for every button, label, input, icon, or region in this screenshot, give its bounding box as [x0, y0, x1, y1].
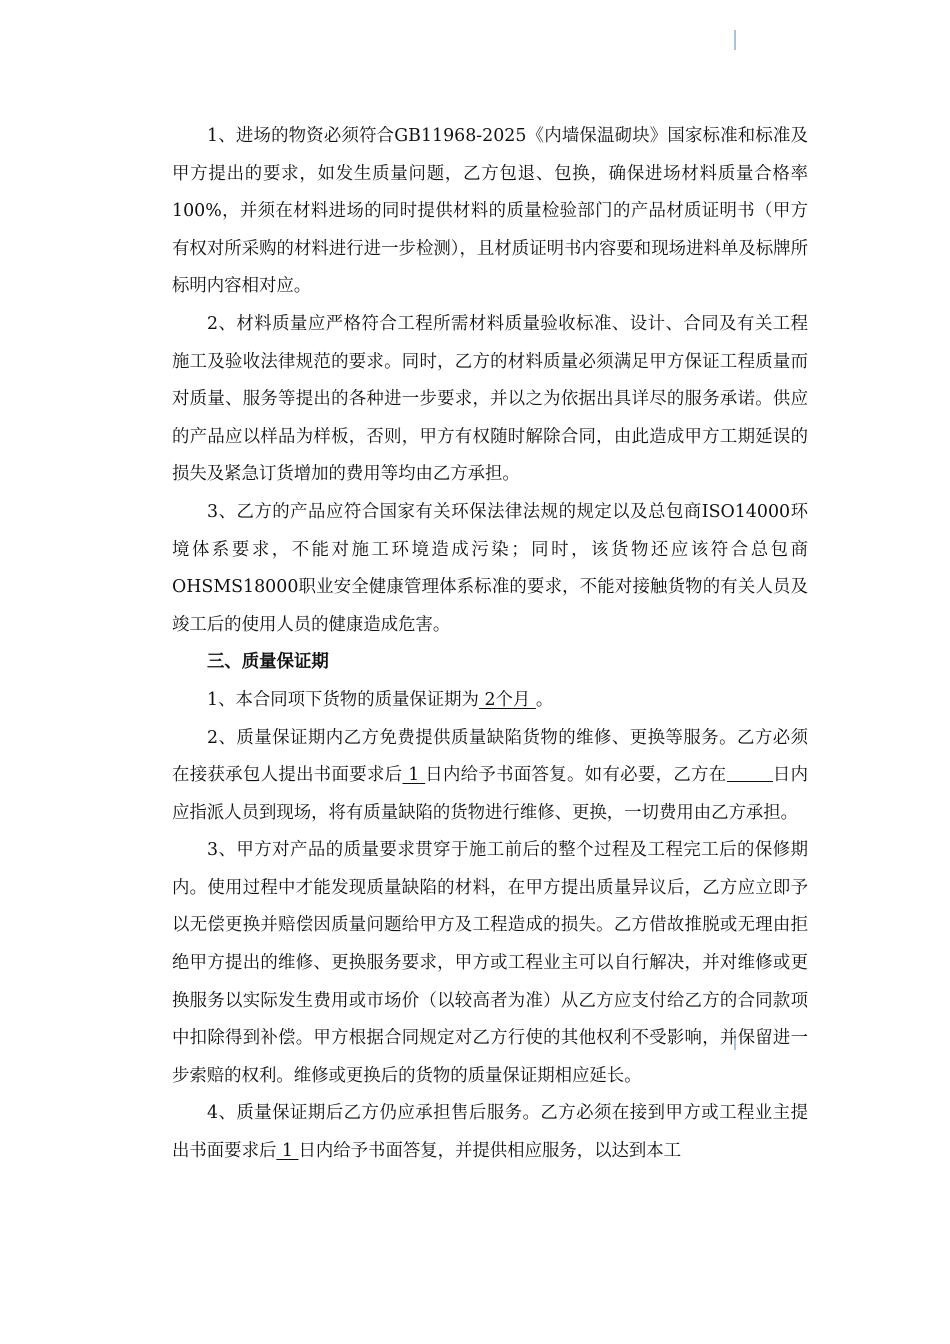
warranty-2-text-a: 2、质量保证期内乙方免费提供质量缺陷货物的维修、更换等服务。乙方必须在接获承包人提出书面要求后	[172, 727, 808, 786]
warranty-item-4	[172, 1095, 808, 1170]
document-body	[172, 118, 808, 1171]
warranty-2-text-c: 日内应指派人员到现场，将有质量缺陷的货物进行维修、更换，一切费用由乙方承担。	[172, 765, 808, 823]
paragraph-1: 1、进场的物资必须符合GB11968-2025《内墙保温砌块》国家标准和标准及甲方提出的要求，如发生质量问题，乙方包退、包换，确保进场材料质量合格率100%，并须在材料进场的同时提供材料的质量检验部门的产品材质证明书（甲方有权对所采购的材料进行进一步检测），且材质证明书内容要和现场进料单及标牌所标明内容相对应。	[172, 126, 808, 297]
section-heading-warranty: 三、质量保证期	[207, 652, 329, 673]
warranty-2-text-b: 日内给予书面答复。如有必要，乙方在	[425, 765, 727, 786]
paragraph-2: 2、材料质量应严格符合工程所需材料质量验收标准、设计、合同及有关工程施工及验收法律规范的要求。同时，乙方的材料质量必须满足甲方保证工程质量而对质量、服务等提出的各种进一步要求，并以之为依据出具详尽的服务承诺。供应的产品应以样品为样板，否则，甲方有权随时解除合同，由此造成甲方工期延误的损失及紧急订货增加的费用等均由乙方承担。	[172, 313, 808, 485]
after-sales-days-value: 1	[276, 1141, 299, 1162]
warranty-4-text-b: 日内给予书面答复，并提供相应服务，以达到本工	[298, 1141, 682, 1162]
warranty-1-end: 。	[535, 689, 554, 710]
warranty-item-2	[172, 720, 808, 833]
reply-days-value: 1	[402, 765, 426, 786]
warranty-item-1	[172, 682, 808, 720]
paragraph-3: 3、乙方的产品应符合国家有关环保法律法规的规定以及总包商ISO14000环境体系要求，不能对施工环境造成污染；同时，该货物还应该符合总包商OHSMS18000职业安全健康管理体系标准的要求，不能对接触货物的有关人员及竣工后的使用人员的健康造成危害。	[172, 501, 808, 635]
warranty-1-text: 1、本合同项下货物的质量保证期为	[207, 689, 479, 710]
blank-days-field	[727, 761, 773, 782]
warranty-item-3: 3、甲方对产品的质量要求贯穿于施工前后的整个过程及工程完工后的保修期内。使用过程中才能发现质量缺陷的材料，在甲方提出质量异议后，乙方应立即予以无偿更换并赔偿因质量问题给甲方及工程造成的损失。乙方借故推脱或无理由拒绝甲方提出的维修、更换服务要求，甲方或工程业主可以自行解决，并对维修或更换服务以实际发生费用或市场价（以较高者为准）从乙方应支付给乙方的合同款项中扣除得到补偿。甲方根据合同规定对乙方行使的其他权利不受影响，并保留进一步索赔的权利。维修或更换后的货物的质量保证期相应延长。	[172, 840, 808, 1086]
warranty-4-text-a: 4、质量保证期后乙方仍应承担售后服务。乙方必须在接到甲方或工程业主提出书面要求后	[172, 1103, 808, 1162]
warranty-period-value: 2个月	[478, 689, 536, 710]
cursor-mark-top	[734, 30, 736, 50]
